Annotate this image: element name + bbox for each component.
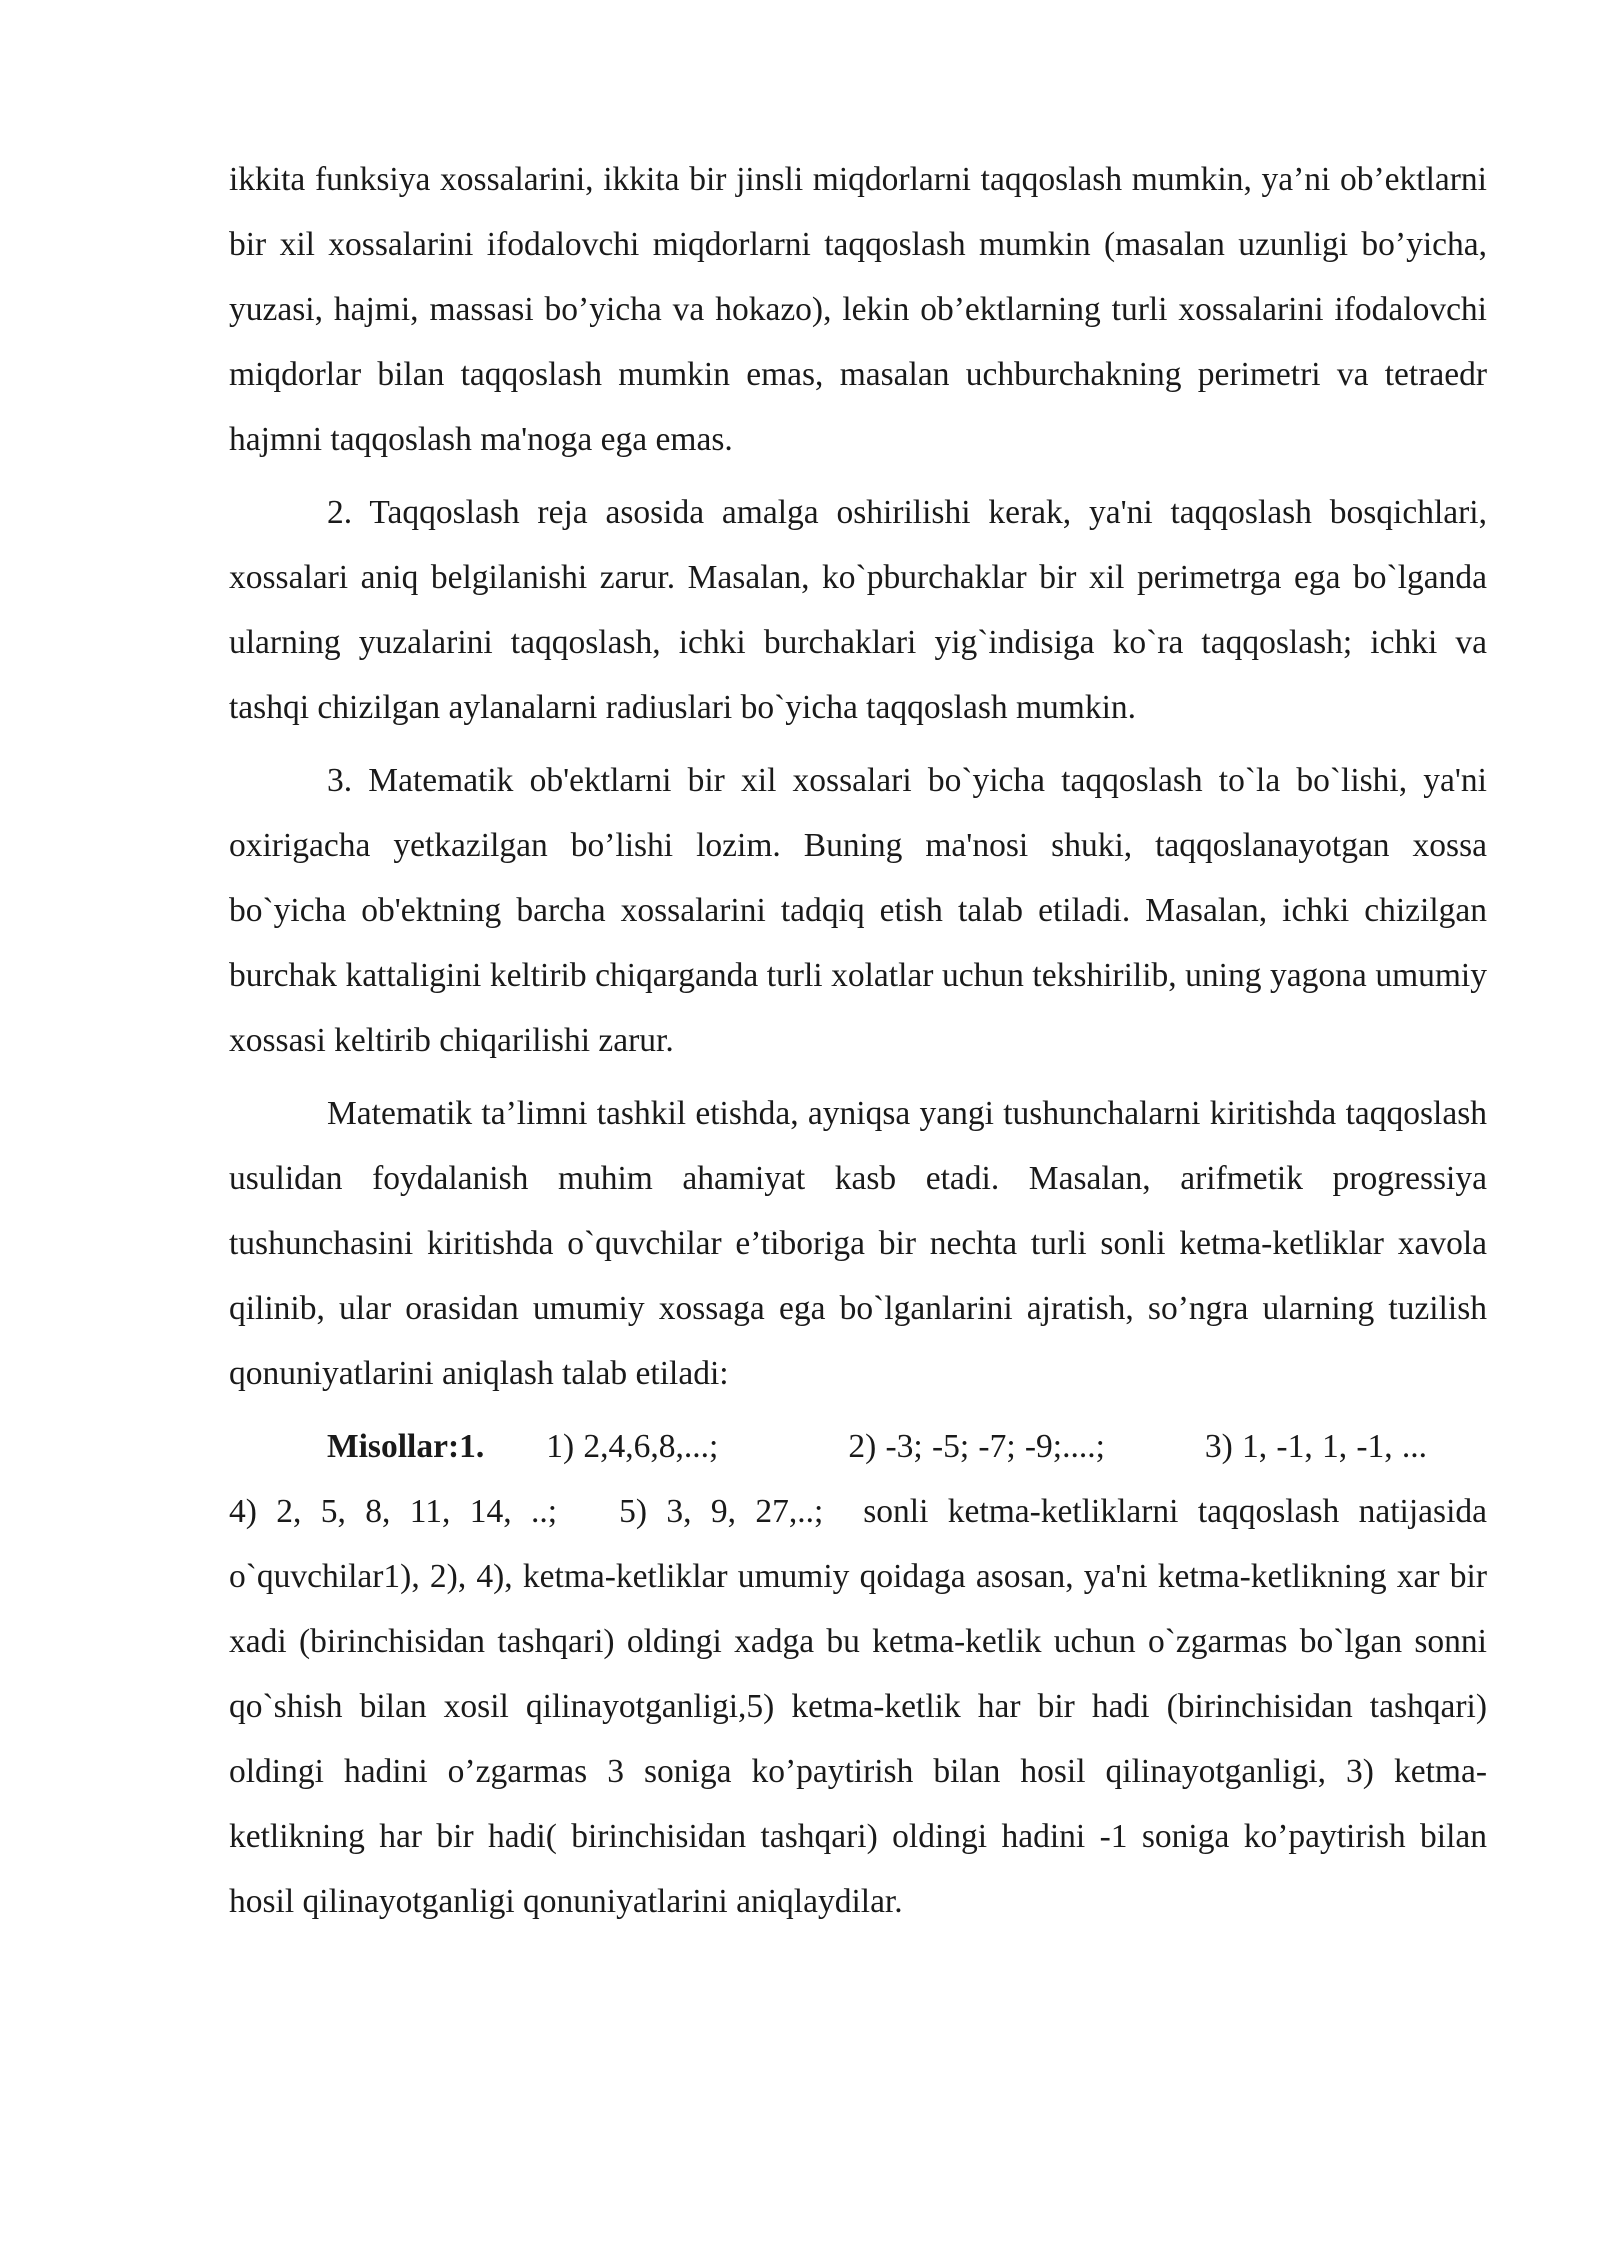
paragraph-3: 3. Matematik ob'ektlarni bir xil xossalari bo`yicha taqqoslash to`la bo`lishi, ya'ni oxirigacha yetkazilgan bo’lishi lozim. Buning ma'nosi shuki, taqqoslanayotgan xossa bo`yicha ob'ektning barcha xossalarini tadqiq etish talab etiladi. Masalan, ichki chizilgan burchak kattaligini keltirib chiqarganda turli xolatlar uchun tekshirilib, uning yagona umumiy xossasi keltirib chiqarilishi zarur. <box>229 762 1487 1059</box>
examples-paragraph <box>229 1414 1487 1934</box>
example-item-2: 2) -3; -5; -7; -9;....; <box>848 1428 1105 1465</box>
examples-label: Misollar:1. <box>327 1428 485 1465</box>
examples-explanation: sonli ketma-ketliklarni taqqoslash natijasida o`quvchilar1), 2), 4), ketma-ketliklar umumiy qoidaga asosan, ya'ni ketma-ketlikning xar bir xadi (birinchisidan tashqari) oldingi xadga bu ketma-ketlik uchun o`zgarmas bo`lgan sonni qo`shish bilan xosil qilinayotganligi,5) ketma-ketlik har bir hadi (birinchisidan tashqari) oldingi hadini o’zgarmas 3 soniga ko’paytirish bilan hosil qilinayotganligi, 3) ketma-ketlikning har bir hadi( birinchisidan tashqari) oldingi hadini -1 soniga ko’paytirish bilan hosil qilinayotganligi qonuniyatlarini aniqlaydilar. <box>229 1493 1488 1920</box>
paragraph-4: Matematik ta’limni tashkil etishda, ayniqsa yangi tushunchalarni kiritishda taqqoslash usulidan foydalanish muhim ahamiyat kasb etadi. Masalan, arifmetik progressiya tushunchasini kiritishda o`quvchilar e’tiboriga bir nechta turli sonli ketma-ketliklar xavola qilinib, ular orasidan umumiy xossaga ega bo`lganlarini ajratish, so’ngra ularning tuzilish qonuniyatlarini aniqlash talab etiladi: <box>229 1095 1487 1392</box>
example-item-5: 5) 3, 9, 27,..; <box>619 1493 824 1530</box>
paragraph-1: ikkita funksiya xossalarini, ikkita bir jinsli miqdorlarni taqqoslash mumkin, ya’ni ob’ektlarni bir xil xossalarini ifodalovchi miqdorlarni taqqoslash mumkin (masalan uzunligi bo’yicha, yuzasi, hajmi, massasi bo’yicha va hokazo), lekin ob’ektlarning turli xossalarini ifodalovchi miqdorlar bilan taqqoslash mumkin emas, masalan uchburchakning perimetri va tetraedr hajmni taqqoslash ma'noga ega emas. <box>229 161 1487 458</box>
example-item-3: 3) 1, -1, 1, -1, ... <box>1204 1428 1427 1465</box>
document-body <box>229 147 1487 1934</box>
example-item-4: 4) 2, 5, 8, 11, 14, ..; <box>229 1493 558 1530</box>
example-item-1: 1) 2,4,6,8,...; <box>546 1428 719 1465</box>
paragraph-2: 2. Taqqoslash reja asosida amalga oshirilishi kerak, ya'ni taqqoslash bosqichlari, xossalari aniq belgilanishi zarur. Masalan, ko`pburchaklar bir xil perimetrga ega bo`lganda ularning yuzalarini taqqoslash, ichki burchaklari yig`indisiga ko`ra taqqoslash; ichki va tashqi chizilgan aylanalarni radiuslari bo`yicha taqqoslash mumkin. <box>229 494 1487 726</box>
